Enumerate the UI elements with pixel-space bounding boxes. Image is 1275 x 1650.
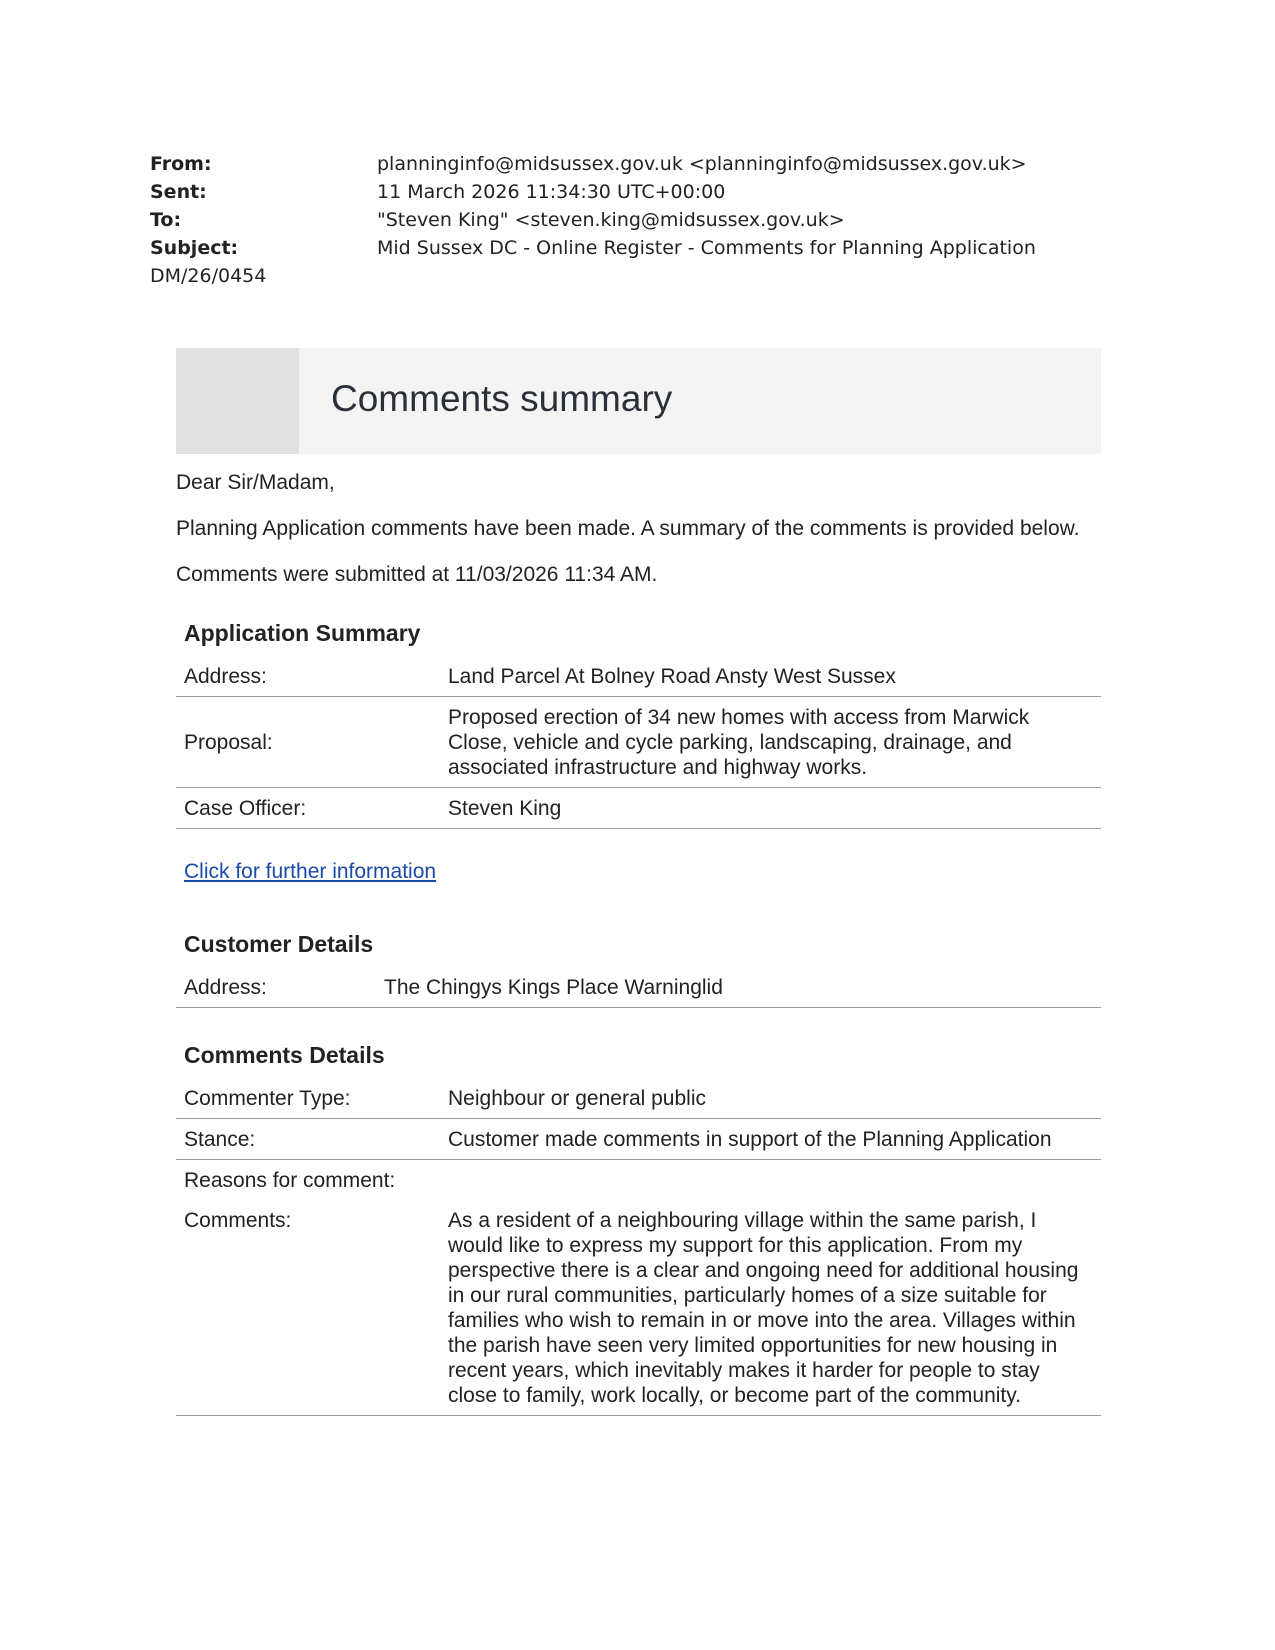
submitted-line: Comments were submitted at 11/03/2026 11:34 AM. — [176, 563, 658, 586]
sent-label: Sent: — [150, 181, 207, 203]
table-row — [176, 967, 1101, 1008]
table-row — [176, 656, 1101, 697]
row-label: Address: — [176, 967, 376, 1008]
customer-details-table — [176, 967, 1101, 1008]
subject-value: Mid Sussex DC - Online Register - Comments for Planning Application — [377, 237, 1036, 259]
email-subject-row — [150, 234, 1100, 262]
table-row — [176, 697, 1101, 788]
comments-details-title: Comments Details — [184, 1042, 385, 1068]
sent-value: 11 March 2026 11:34:30 UTC+00:00 — [377, 181, 726, 203]
greeting: Dear Sir/Madam, — [176, 471, 335, 494]
row-label: Proposal: — [176, 697, 440, 788]
summary-line: Planning Application comments have been made. A summary of the comments is provided below. — [176, 517, 1080, 540]
table-row — [176, 1160, 1101, 1201]
message-body — [176, 470, 1101, 1416]
row-value: Customer made comments in support of the Planning Application — [440, 1119, 1101, 1160]
comments-details-table — [176, 1078, 1101, 1416]
row-label: Comments: — [176, 1200, 440, 1416]
table-row — [176, 1119, 1101, 1160]
row-label: Stance: — [176, 1119, 440, 1160]
table-row — [176, 1200, 1101, 1416]
row-value: Land Parcel At Bolney Road Ansty West Sussex — [440, 656, 1101, 697]
email-header — [150, 150, 1100, 290]
row-label: Reasons for comment: — [184, 1169, 396, 1192]
application-summary-title: Application Summary — [184, 620, 421, 646]
table-row — [176, 788, 1101, 829]
table-row — [176, 1078, 1101, 1119]
email-sent-row — [150, 178, 1100, 206]
email-from-row — [150, 150, 1100, 178]
comments-text: As a resident of a neighbouring village within the same parish, I would like to express my support for this application. From my perspective there is a clear and ongoing need for additional housing in our rural communities, particularly homes of a size suitable for families who wish to remain in or move into the area. Villages within the parish have seen very limited opportunities for new housing in recent years, which inevitably makes it harder for people to stay close to family, work locally, or become part of the community. — [440, 1200, 1101, 1416]
from-label: From: — [150, 153, 212, 175]
application-summary-table — [176, 656, 1101, 829]
subject-label: Subject: — [150, 237, 239, 259]
row-label: Case Officer: — [176, 788, 440, 829]
row-value: Steven King — [440, 788, 1101, 829]
from-value: planninginfo@midsussex.gov.uk <planninginfo@midsussex.gov.uk> — [377, 153, 1027, 175]
row-value: Neighbour or general public — [440, 1078, 1101, 1119]
to-label: To: — [150, 209, 182, 231]
row-value — [440, 1160, 1101, 1201]
customer-details-title: Customer Details — [184, 931, 374, 957]
row-label: Commenter Type: — [176, 1078, 440, 1119]
to-value: "Steven King" <steven.king@midsussex.gov.uk> — [377, 209, 845, 231]
comments-summary-banner — [176, 348, 1101, 454]
further-information-link[interactable]: Click for further information — [184, 860, 437, 883]
row-label: Address: — [176, 656, 440, 697]
row-value: The Chingys Kings Place Warninglid — [376, 967, 1101, 1008]
row-value: Proposed erection of 34 new homes with access from Marwick Close, vehicle and cycle parking, landscaping, drainage, and associated infrastructure and highway works. — [440, 697, 1101, 788]
subject-continuation: DM/26/0454 — [150, 265, 267, 287]
banner-title: Comments summary — [331, 378, 673, 419]
banner-side-block — [176, 348, 299, 454]
email-to-row — [150, 206, 1100, 234]
